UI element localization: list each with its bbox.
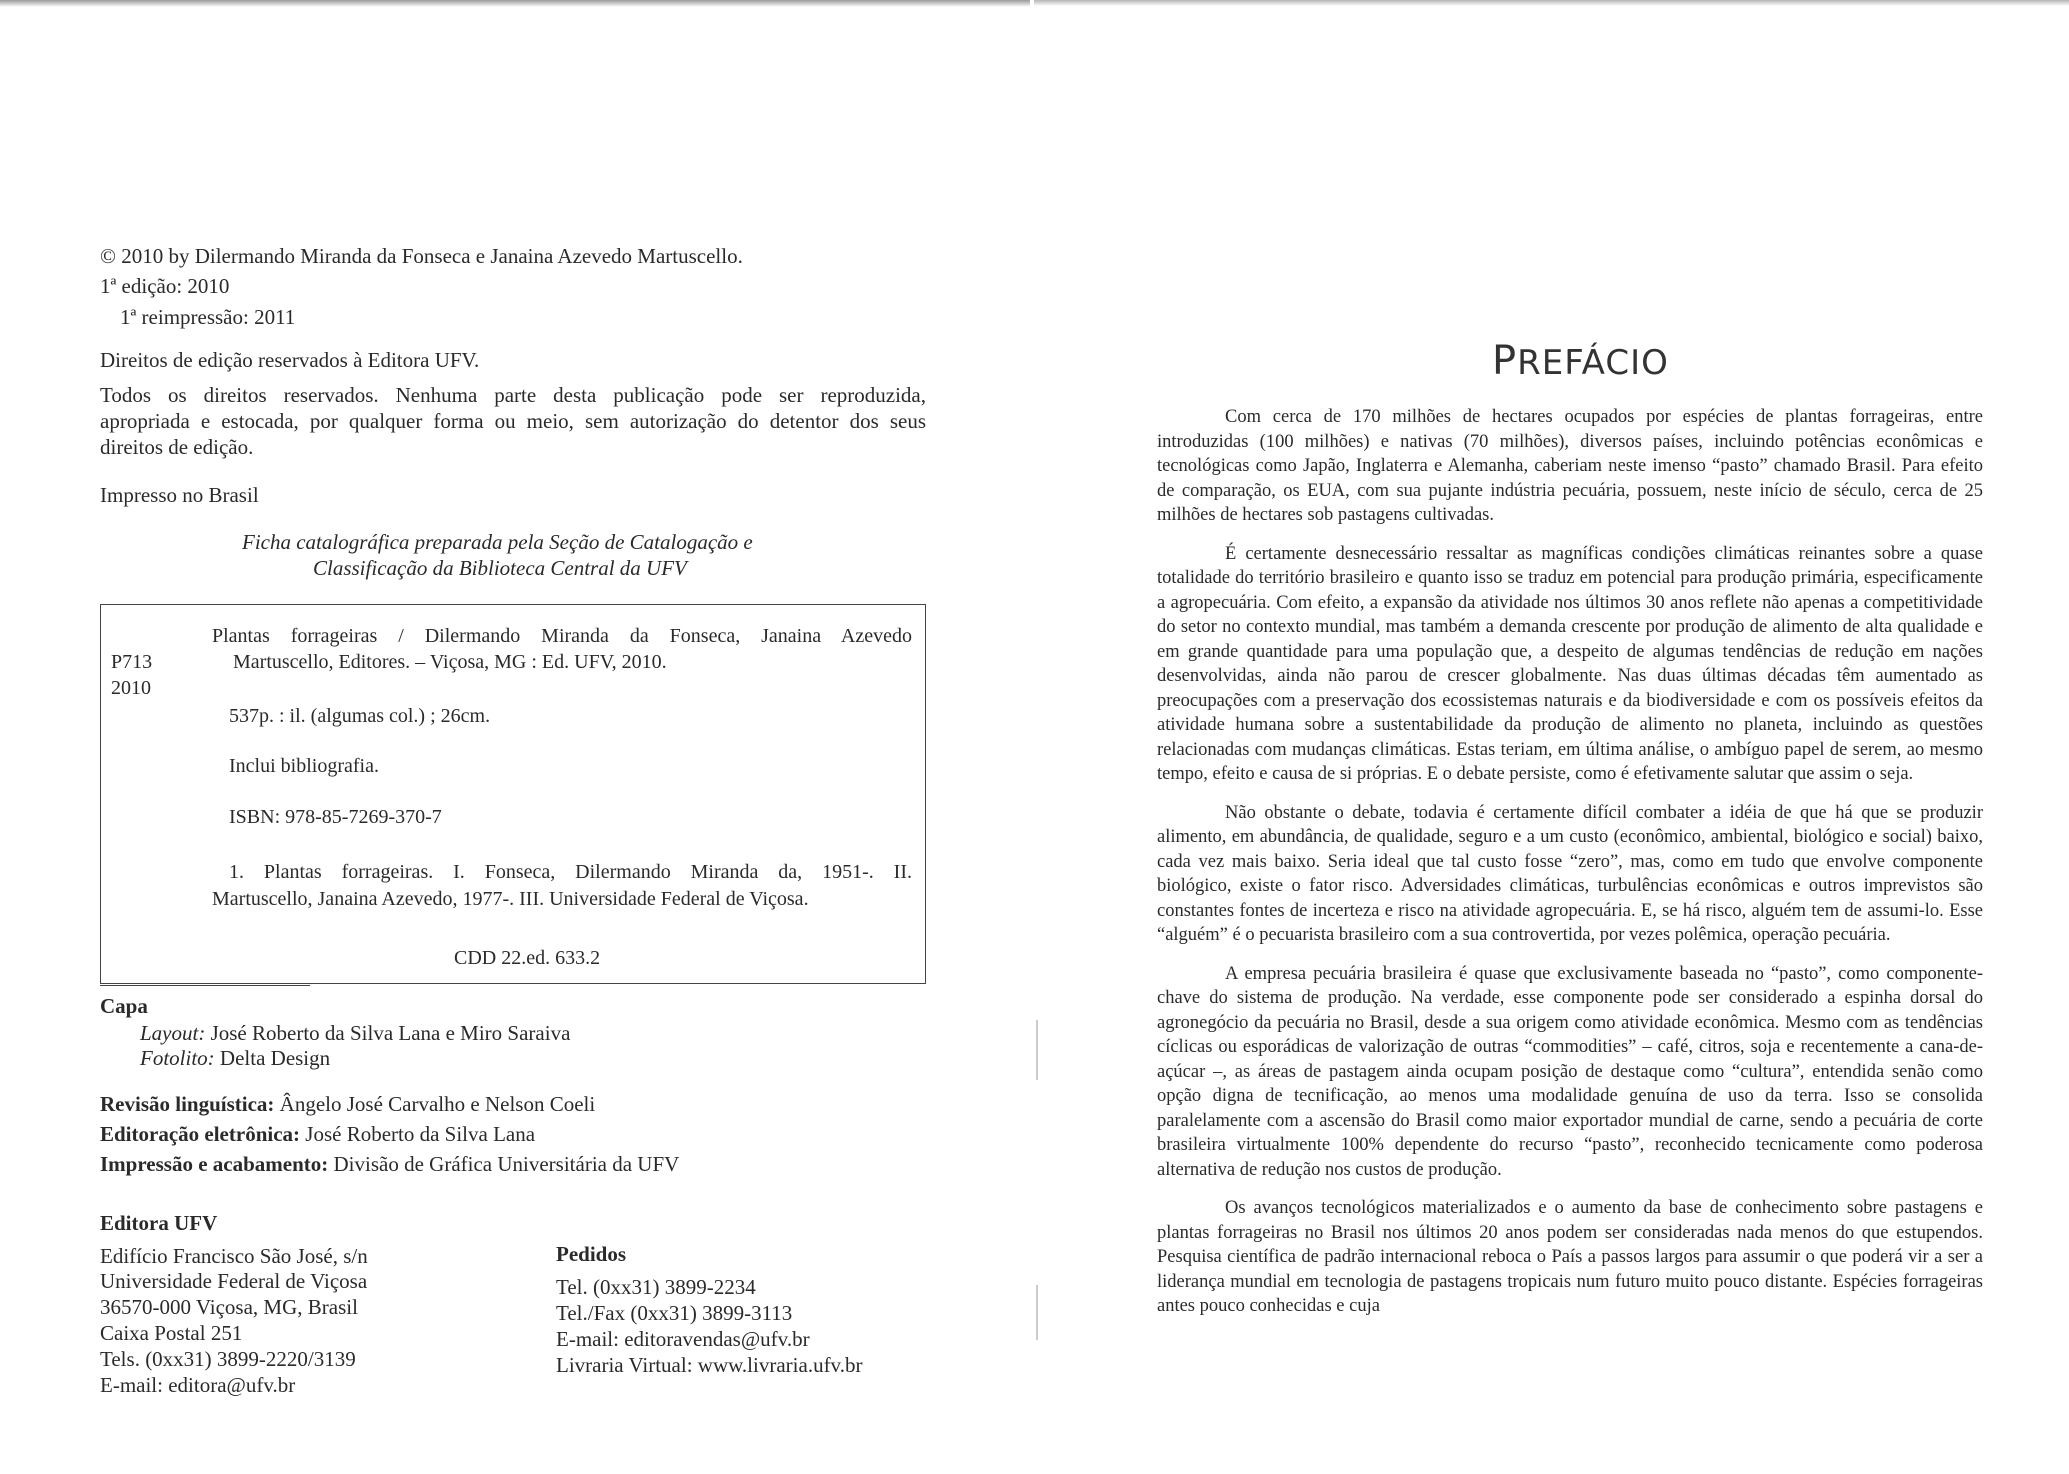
editora-line: E-mail: editora@ufv.br bbox=[100, 1373, 296, 1397]
credit-label: Editoração eletrônica: bbox=[100, 1122, 301, 1146]
layout-value: José Roberto da Silva Lana e Miro Saraiva bbox=[210, 1021, 571, 1045]
scan-edge-shadow bbox=[0, 0, 1030, 7]
editora-heading: Editora UFV bbox=[100, 1211, 218, 1235]
title-rest: REFÁCIO bbox=[1517, 343, 1669, 383]
reprint-line: 1ª reimpressão: 2011 bbox=[120, 305, 296, 329]
credit-value: Ângelo José Carvalho e Nelson Coeli bbox=[279, 1092, 596, 1116]
preface-paragraph: Não obstante o debate, todavia é certamente difícil combater a idéia de que há que se produzir alimento, em abundância, de qualidade, seguro e a um custo (econômico, ambiental, biológico e social) baixo, cada vez mais baixo. Seria ideal que tal custo fosse “zero”, mas, como em tudo que envolve componente biológico, existe o fator risco. Adversidades climáticas, turbulências econômicas e outros imprevistos são constantes fontes de incerteza e risco na atividade agropecuária. E, se há risco, alguém tem de assumi-lo. Esse “alguém” é o pecuarista brasileiro com a sua controvertida, por vezes polêmica, operação pecuária. bbox=[1157, 802, 1983, 945]
gutter-mark bbox=[1036, 1285, 1038, 1340]
copyright-line: © 2010 by Dilermando Miranda da Fonseca e Janaina Azevedo Martuscello. bbox=[100, 244, 743, 268]
pedidos-line: Tel./Fax (0xx31) 3899-3113 bbox=[556, 1301, 793, 1325]
preface-body bbox=[1157, 405, 1983, 1333]
fotolito-label: Fotolito: bbox=[140, 1046, 215, 1070]
catalog-cdd: CDD 22.ed. 633.2 bbox=[454, 947, 601, 969]
title-initial: P bbox=[1492, 338, 1518, 384]
catalog-title: Martuscello, Editores. – Viçosa, MG : Ed. UFV, 2010. bbox=[233, 651, 667, 673]
editora-line: Tels. (0xx31) 3899-2220/3139 bbox=[100, 1347, 356, 1371]
credit-value: Divisão de Gráfica Universitária da UFV bbox=[333, 1152, 680, 1176]
edition-line: 1ª edição: 2010 bbox=[100, 274, 230, 298]
fotolito-value: Delta Design bbox=[219, 1046, 331, 1070]
preface-paragraph: Os avanços tecnológicos materializados e o aumento da base de conhecimento sobre pastagens e plantas forrageiras no Brasil nos últimos 20 anos podem ser consideradas nada menos do que estupendos. Pesquisa científica de padrão internacional reboca o País a passos largos para assumir o que poderá vir a ser a liderança mundial em tecnologia de pastagens tropicais num futuro muito pouco distante. Espécies forrageiras antes pouco conhecidas e cuja bbox=[1157, 1198, 1983, 1316]
layout-label: Layout: bbox=[140, 1021, 206, 1045]
scan-edge-shadow bbox=[1034, 0, 2069, 6]
catalog-isbn: ISBN: 978-85-7269-370-7 bbox=[229, 806, 442, 828]
credit-label: Impressão e acabamento: bbox=[100, 1152, 329, 1176]
credit-value: José Roberto da Silva Lana bbox=[305, 1122, 536, 1146]
page-title bbox=[1492, 338, 1669, 384]
editora-line: 36570-000 Viçosa, MG, Brasil bbox=[100, 1295, 358, 1319]
rights-reserved: Direitos de edição reservados à Editora UFV. bbox=[100, 348, 480, 372]
preface-paragraph: É certamente desnecessário ressaltar as magníficas condições climáticas reinantes sobre a quase totalidade do território brasileiro e quanto isso se traduz em potencial para produção primária, especificamente a agropecuária. Com efeito, a expansão da atividade nos últimos 30 anos reflete não apenas a competitividade do setor no contexto mundial, mas também a demanda crescente por produção de alimento de alta qualidade e em grande quantidade para uma população que, a despeito de algumas tendências de redução em nações desenvolvidas, ainda não parou de crescer globalmente. Nas duas últimas décadas têm aumentado as preocupações com a preservação dos ecossistemas naturais e da biodiversidade e com os possíveis efeitos da atividade humana sobre a sustentabilidade da produção de alimento no planeta, incluindo as questões relacionadas com mudanças climáticas. Estas teriam, em última análise, o ambíguo papel de serem, ao mesmo tempo, efeito e causa de si próprias. E o debate persiste, como é efetivamente salutar que assim o seja. bbox=[1157, 543, 1983, 784]
call-year: 2010 bbox=[111, 677, 151, 699]
preface-paragraph: A empresa pecuária brasileira é quase que exclusivamente baseada no “pasto”, como componente-chave do sistema de produção. Na verdade, esse componente pode ser considerado a espinha dorsal do agronegócio da pecuária no Brasil, desde a sua origem como atividade econômica. Mesmo com as tendências cíclicas ou esporádicas de valorização de outras “commodities” – café, citros, soja e recentemente a cana-de-açúcar –, as áreas de pastagem ainda ocupam posição de destaque como “cultura”, entendida senão como opção digna de tecnificação, ao menos uma modalidade genuína de uso da terra. Isso se consolida paralelamente com a ascensão do Brasil como maior exportador mundial de carne, sendo a pecuária de corte brasileira virtualmente 100% dependente do recurso “pasto”, reconhecido tecnicamente como poderosa alternativa de redução nos custos de produção. bbox=[1157, 963, 1983, 1180]
editora-line: Universidade Federal de Viçosa bbox=[100, 1269, 368, 1293]
catalog-card bbox=[100, 604, 926, 984]
printed-in: Impresso no Brasil bbox=[100, 483, 259, 507]
ficha-heading: Ficha catalográfica preparada pela Seção de Catalogação e bbox=[242, 530, 753, 554]
credit-line bbox=[100, 1121, 535, 1147]
ficha-heading: Classificação da Biblioteca Central da UFV bbox=[313, 556, 687, 580]
rights-text-line: apropriada e estocada, por qualquer forma ou meio, sem autorização do detentor dos seus bbox=[100, 409, 926, 433]
editora-line: Edifício Francisco São José, s/n bbox=[100, 1244, 368, 1268]
divider bbox=[100, 985, 310, 986]
catalog-bibliography: Inclui bibliografia. bbox=[229, 755, 379, 777]
catalog-title: Plantas forrageiras / Dilermando Miranda da Fonseca, Janaina Azevedo bbox=[212, 625, 912, 647]
catalog-physical: 537p. : il. (algumas col.) ; 26cm. bbox=[229, 705, 491, 727]
credit-label: Revisão linguística: bbox=[100, 1092, 275, 1116]
catalog-subjects: 1. Plantas forrageiras. I. Fonseca, Dilermando Miranda da, 1951-. II. bbox=[229, 861, 912, 883]
capa-fotolito bbox=[140, 1045, 330, 1071]
catalog-subjects: Martuscello, Janaina Azevedo, 1977-. III. Universidade Federal de Viçosa. bbox=[212, 888, 809, 910]
pedidos-line: Tel. (0xx31) 3899-2234 bbox=[556, 1275, 756, 1299]
gutter-mark bbox=[1036, 1020, 1038, 1080]
call-number: P713 bbox=[111, 651, 153, 673]
pedidos-heading: Pedidos bbox=[556, 1242, 627, 1266]
rights-text-line: direitos de edição. bbox=[100, 435, 254, 459]
pedidos-line: E-mail: editoravendas@ufv.br bbox=[556, 1327, 810, 1351]
rights-text-line: Todos os direitos reservados. Nenhuma parte desta publicação pode ser reproduzida, bbox=[100, 383, 926, 407]
pedidos-line: Livraria Virtual: www.livraria.ufv.br bbox=[556, 1353, 863, 1377]
credit-line bbox=[100, 1091, 595, 1117]
capa-heading: Capa bbox=[100, 994, 148, 1018]
credit-line bbox=[100, 1151, 679, 1177]
capa-layout bbox=[140, 1020, 570, 1046]
editora-line: Caixa Postal 251 bbox=[100, 1321, 243, 1345]
preface-paragraph: Com cerca de 170 milhões de hectares ocupados por espécies de plantas forrageiras, entre introduzidas (100 milhões) e nativas (70 milhões), diversos países, incluindo potências econômicas e tecnológicas como Japão, Inglaterra e Alemanha, caberiam neste imenso “pasto” chamado Brasil. Para efeito de comparação, os EUA, com sua pujante indústria pecuária, possuem, neste início de século, cerca de 25 milhões de hectares sob pastagens cultivadas. bbox=[1157, 407, 1983, 525]
